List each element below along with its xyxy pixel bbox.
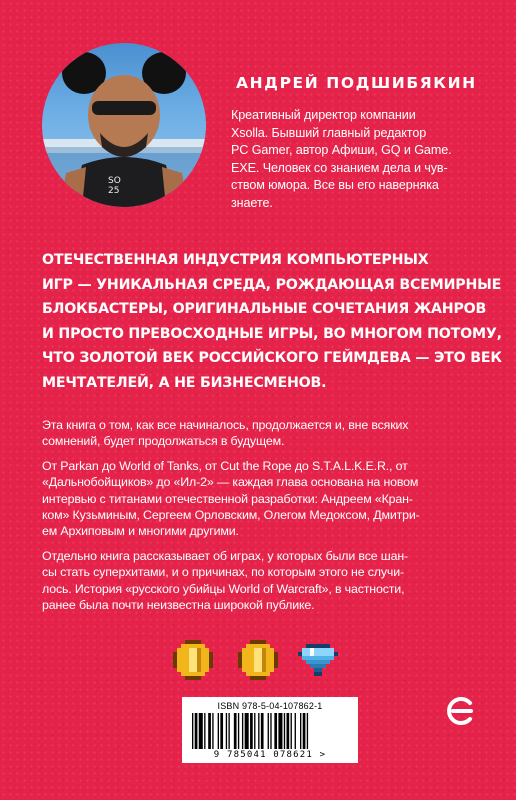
lead-line: ЧТО ЗОЛОТОЙ ВЕК РОССИЙСКОГО ГЕЙМДЕВА — ЭТО ВЕК <box>42 350 502 367</box>
author-bio <box>231 107 501 213</box>
barcode-bar <box>226 713 227 749</box>
paragraph <box>42 458 492 540</box>
barcode-bar <box>234 713 237 749</box>
bio-line: PC Gamer, автор Афиши, GQ и Game. <box>231 143 452 158</box>
barcode-bar <box>228 713 229 749</box>
eksmo-logo-icon <box>444 694 478 728</box>
barcode-bar <box>245 713 249 749</box>
barcode-bar <box>242 713 243 749</box>
barcode-digits: 9 785041 078621 > <box>213 750 327 760</box>
barcode <box>182 697 358 763</box>
paragraph-line: Эта книга о том, как все начиналось, продолжается и, вне всяких <box>42 418 409 432</box>
svg-text:25: 25 <box>108 186 120 196</box>
bio-line: ством юмора. Все вы его наверняка <box>231 178 439 193</box>
paragraph-line: От Parkan до World of Tanks, от Cut the Rope до S.T.A.L.K.E.R., от <box>42 458 408 473</box>
barcode-bar <box>204 713 205 749</box>
isbn-text: ISBN 978-5-04-107862-1 <box>217 701 323 711</box>
lead-text <box>42 248 504 396</box>
barcode-bar <box>218 713 219 749</box>
blue-diamond-icon <box>298 640 338 680</box>
paragraph-line: ком» Кузьминым, Сергеем Орловским, Олегом Медоксом, Дмитри- <box>42 508 420 523</box>
barcode-bar <box>295 713 296 749</box>
paragraph-line: интервью с титанами отечественной разработки: Андреем «Кран- <box>42 491 413 506</box>
barcode-bar <box>250 713 253 749</box>
barcode-bar <box>287 713 290 749</box>
svg-text:SO: SO <box>108 176 121 186</box>
gold-coin-icon <box>238 640 278 680</box>
barcode-bar <box>303 713 306 749</box>
barcode-bar <box>208 713 211 749</box>
barcode-bar <box>199 713 203 749</box>
barcode-bar <box>274 713 277 749</box>
lead-line: И ПРОСТО ПРЕВОСХОДНЫЕ ИГРЫ, ВО МНОГОМ ПОТОМУ, <box>42 325 502 342</box>
barcode-bar <box>284 713 285 749</box>
paragraph <box>42 417 492 450</box>
description <box>42 417 492 621</box>
author-photo <box>42 43 206 207</box>
lead-line: БЛОКБАСТЕРЫ, ОРИГИНАЛЬНЫЕ СОЧЕТАНИЯ ЖАНРОВ <box>42 301 487 318</box>
paragraph-line: «Дальнобойщиков» до «Ил-2» — каждая глава основана на новом <box>42 475 419 490</box>
barcode-bar <box>258 713 259 749</box>
lead-line: ОТЕЧЕСТВЕННАЯ ИНДУСТРИЯ КОМПЬЮТЕРНЫХ <box>42 252 429 268</box>
barcode-bar <box>254 713 255 749</box>
barcode-bar <box>212 713 213 749</box>
lead-line: МЕЧТАТЕЛЕЙ, А НЕ БИЗНЕСМЕНОВ. <box>42 374 327 391</box>
barcode-bar <box>300 713 301 749</box>
paragraph-line: Отдельно книга рассказывает об играх, у которых были все шан- <box>42 548 409 563</box>
lead-line: ИГР — УНИКАЛЬНАЯ СРЕДА, РОЖДАЮЩАЯ ВСЕМИРНЫЕ <box>42 276 502 293</box>
barcode-bar <box>270 713 271 749</box>
paragraph-line: ем Архиповым и многими другими. <box>42 524 239 539</box>
paragraph-line: сы стать суперхитами, и о причинах, по которым этого не случи- <box>42 565 404 580</box>
barcode-bar <box>220 713 223 749</box>
barcode-bar <box>268 713 269 749</box>
paragraph-line: лось. История «русского убийцы World of Warcraft», в частности, <box>42 581 405 596</box>
barcode-bar <box>238 713 239 749</box>
bio-line: Xsolla. Бывший главный редактор <box>231 125 427 140</box>
bio-line: EXE. Человек со знанием дела и чув- <box>231 160 448 175</box>
barcode-bar <box>278 713 282 749</box>
barcode-bars <box>192 713 348 749</box>
barcode-bar <box>307 713 308 749</box>
author-name: АНДРЕЙ ПОДШИБЯКИН <box>236 74 477 92</box>
paragraph-line: сомнений, будет продолжаться в будущем. <box>42 434 285 449</box>
bio-line: Креативный директор компании <box>231 108 416 122</box>
barcode-bar <box>195 713 198 749</box>
barcode-bar <box>261 713 264 749</box>
barcode-bar <box>291 713 292 749</box>
paragraph-line: ранее была почти неизвестна широкой публике. <box>42 598 315 613</box>
barcode-bar <box>192 713 193 749</box>
bio-line: знаете. <box>231 195 273 210</box>
gold-coin-icon <box>173 640 213 680</box>
paragraph <box>42 548 492 614</box>
